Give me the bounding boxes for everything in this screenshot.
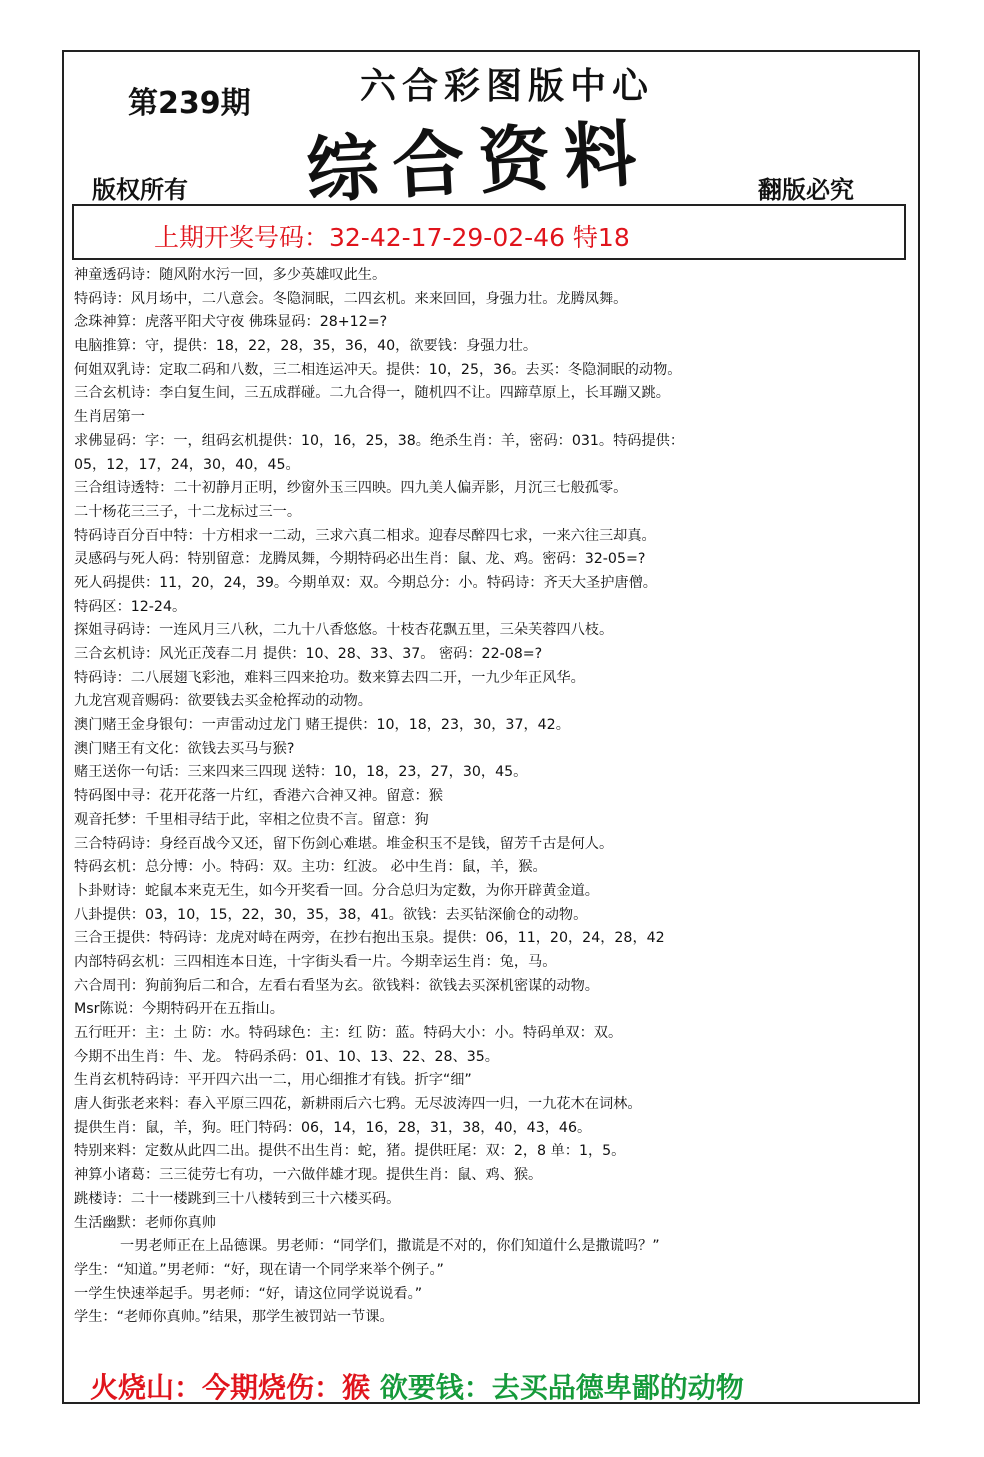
content-line: 特别来料：定数从此四二出。提供不出生肖：蛇，猪。提供旺尾：双：2，8 单：1，5。 (74, 1143, 626, 1160)
content-line: 三合组诗透特：二十初静月正明，纱窗外玉三四映。四九美人偏弄影，月沉三七般孤零。 (74, 480, 628, 497)
content-line: 求佛显码：字：一，组码玄机提供：10，16，25，38。绝杀生肖：羊，密码：031。特码提供： (74, 432, 685, 449)
content-line: 唐人街张老来料：春入平原三四花，新耕雨后六七鸦。无尽波涛四一归，一九花木在词林。 (74, 1096, 642, 1113)
content-line: 特码区：12-24。 (74, 598, 187, 615)
content-line: 九龙宫观音赐码：欲要钱去买金枪挥动的动物。 (74, 693, 372, 710)
last-result-text: 上期开奖号码：32-42-17-29-02-46 特18 (154, 223, 630, 252)
content-lines (74, 264, 914, 1330)
content-line: 观音托梦：千里相寻结于此，宰相之位贵不言。留意：狗 (74, 811, 429, 828)
content-line: 三合特码诗：身经百战今又还，留下伤剑心难堪。堆金积玉不是钱，留芳千古是何人。 (74, 835, 614, 852)
content-line: 三合玄机诗：风光正茂春二月 提供：10、28、33、37。 密码：22-08=? (74, 646, 543, 662)
content-line: 一男老师正在上品德课。男老师：“同学们，撒谎是不对的，你们知道什么是撒谎吗？” (120, 1238, 660, 1255)
content-line: 八卦提供：03，10，15，22，30，35，38，41。欲钱：去买钻深偷仓的动物。 (74, 906, 588, 923)
content-line: 赌王送你一句话：三来四来三四现 送特：10，18，23，27，30，45。 (74, 764, 528, 781)
content-line: 05，12，17，24，30，40，45。 (74, 456, 300, 473)
content-line: 死人码提供：11，20，24，39。今期单双：双。今期总分：小。特码诗：齐天大圣护唐僧。 (74, 574, 657, 591)
content-line: 特码诗：二八展翅飞彩池，难料三四来抢功。数来算去四二开，一九少年正风华。 (74, 669, 585, 686)
piracy-note: 翻版必究 (758, 175, 854, 204)
content-line: 生肖玄机特码诗：平开四六出一二，用心细推才有钱。折字“细” (74, 1072, 472, 1089)
content-line: 神童透码诗：随风附水污一回，多少英雄叹此生。 (74, 267, 387, 283)
content-line: 跳楼诗：二十一楼跳到三十八楼转到三十六楼买码。 (74, 1190, 401, 1207)
content-line: 特码玄机：总分博：小。特码：双。主功：红波。 必中生肖：鼠，羊，猴。 (74, 859, 547, 876)
content-line: 六合周刊：狗前狗后二和合，左看右看坚为玄。欲钱料：欲钱去买深机密谋的动物。 (74, 977, 599, 994)
content-line: 学生：“知道。”男老师：“好，现在请一个同学来举个例子。” (74, 1261, 444, 1278)
content-line: 澳门赌王金身银句：一声雷动过龙门 赌王提供：10，18，23，30，37，42。 (74, 717, 570, 734)
content-line: 探姐寻码诗：一连风月三八秋，二九十八香悠悠。十枝杏花飘五里，三朵芙蓉四八枝。 (74, 622, 614, 639)
content-line: 提供生肖：鼠，羊，狗。旺门特码：06，14，16，28，31，38，40，43，46。 (74, 1119, 592, 1136)
content-line: 特码诗：风月场中，二八意会。冬隐洞眠，二四玄机。来来回回，身强力壮。龙腾凤舞。 (74, 290, 628, 307)
footer-part2: 欲要钱：去买品德卑鄙的动物 (370, 1371, 744, 1404)
content-line: 三合玄机诗：李白复生间，三五成群碰。二九合得一，随机四不让。四蹄草原上，长耳蹦又跳。 (74, 385, 670, 402)
content-line: 电脑推算：守，提供：18，22，28，35，36，40，欲要钱：身强力壮。 (74, 338, 538, 355)
content-line: 特码图中寻：花开花落一片红，香港六合神又神。留意：猴 (74, 788, 443, 805)
content-line: Msr陈说：今期特码开在五指山。 (74, 1001, 284, 1018)
content-line: 今期不出生肖：牛、龙。 特码杀码：01、10、13、22、28、35。 (74, 1048, 499, 1065)
content-line: 二十杨花三三子，十二龙标过三一。 (74, 503, 302, 520)
issue-number: 第239期 (128, 86, 251, 121)
main-title: 综合资料 (304, 110, 653, 213)
content-line: 卜卦财诗：蛇鼠本来克无生，如今开奖看一回。分合总归为定数，为你开辟黄金道。 (74, 882, 599, 899)
content-line: 五行旺开：主：土 防：水。特码球色：主：红 防：蓝。特码大小：小。特码单双：双。 (74, 1025, 623, 1041)
content-line: 澳门赌王有文化：欲钱去买马与猴? (74, 740, 295, 757)
content-line: 灵感码与死人码：特别留意：龙腾凤舞，今期特码必出生肖：鼠、龙、鸡。密码：32-05=? (74, 551, 646, 568)
footer-part1: 火烧山：今期烧伤：猴 (90, 1371, 371, 1404)
content-line: 何姐双乳诗：定取二码和八数，三二相连运冲天。提供：10，25，36。去买：冬隐洞眠的动物。 (74, 361, 682, 378)
content-line: 一学生快速举起手。男老师：“好，请这位同学说说看。” (74, 1285, 423, 1302)
last-result-box (72, 204, 906, 260)
content-line: 内部特码玄机：三四相连本日连，十字街头看一片。今期幸运生肖：兔，马。 (74, 953, 557, 970)
footer-banner (90, 1366, 744, 1406)
content-line: 三合王提供：特码诗：龙虎对峙在两旁，在抄右抱出玉泉。提供：06，11，20，24，28，42 (74, 930, 665, 947)
copyright-note: 版权所有 (92, 175, 188, 204)
org-title: 六合彩图版中心 (360, 65, 655, 107)
content-line: 特码诗百分百中特：十方相求一二动，三求六真二相求。迎春尽醉四七求，一来六往三却真。 (74, 527, 656, 544)
content-line: 生活幽默：老师你真帅 (74, 1214, 216, 1231)
content-line: 学生：“老师你真帅。”结果，那学生被罚站一节课。 (74, 1309, 394, 1326)
content-line: 念珠神算：虎落平阳犬守夜 佛珠显码：28+12=? (74, 314, 388, 331)
content-line: 神算小诸葛：三三徒劳七有功，一六做伴雄才现。提供生肖：鼠、鸡、猴。 (74, 1167, 543, 1184)
content-line: 生肖居第一 (74, 409, 145, 426)
